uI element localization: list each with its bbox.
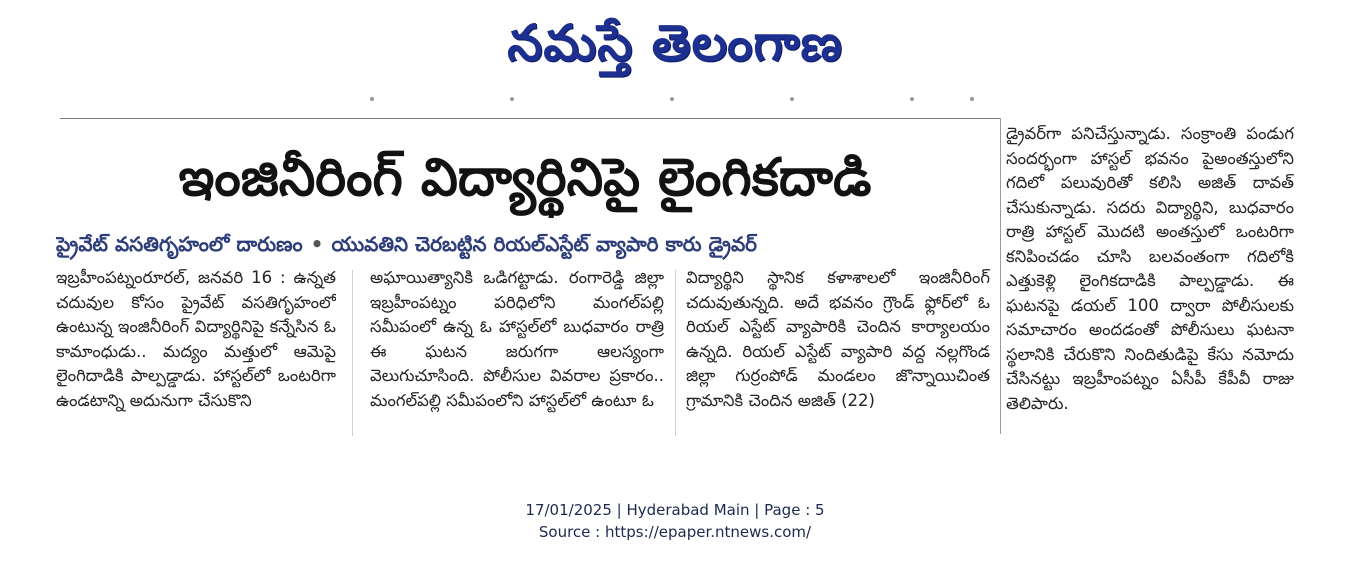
column-1-text: ఇబ్రహీంపట్నంరూరల్, జనవరి 16 : ఉన్నత చదువుల కోసం ప్రైవేట్ వసతిగృహంలో ఉంటున్న ఇంజినీరింగ్ విద్యార్థినిపై కన్నేసిన ఓ కామాంధుడు.. మద్యం మత్తులో ఆమెపై లైంగిదాడికి పాల్పడ్డాడు. హాస్టల్‌లో ఒంటరిగా ఉండటాన్ని అదునుగా చేసుకొని	[56, 268, 336, 410]
column-separator	[675, 270, 676, 436]
column-separator	[352, 270, 353, 436]
article-headline: ఇంజినీరింగ్ విద్యార్థినిపై లైంగికదాడి	[178, 148, 872, 208]
footer-source-link[interactable]: Source : https://epaper.ntnews.com/	[538, 523, 812, 541]
article-column-4	[1006, 122, 1294, 438]
column-2-text: అఘాయిత్యానికి ఒడిగట్టాడు. రంగారెడ్డి జిల్లా ఇబ్రహీంపట్నం పరిధిలోని మంగల్‌పల్లి సమీపంలో ఉన్న ఓ హాస్టల్‌లో బుధవారం రాత్రి ఈ ఘటన జరుగగా ఆలస్యంగా వెలుగుచూసింది. పోలీసుల వివరాల ప్రకారం.. మంగల్‌పల్లి సమీపంలోని హాస్టల్‌లో ఉంటూ ఓ	[370, 268, 664, 410]
masthead-ornament	[370, 97, 1010, 103]
column-3-text: విద్యార్థిని స్థానిక కళాశాలలో ఇంజినీరింగ్ చదువుతున్నది. అదే భవనం గ్రౌండ్ ఫ్లోర్‌లో ఓ రియల్ ఎస్టేట్ వ్యాపారికి చెందిన కార్యాలయం ఉన్నది. రియల్ ఎస్టేట్ వ్యాపారి వద్ద నల్లగొండ జిల్లా గుర్రంపోడ్ మండలం జొన్నాయిచింత గ్రామానికి చెందిన అజిత్ (22)	[686, 268, 990, 410]
article-column-1	[56, 266, 336, 446]
article-column-3	[686, 266, 990, 446]
article-subhead	[56, 228, 996, 260]
masthead-title: నమస్తే తెలంగాణ	[507, 14, 843, 72]
subhead-separator: •	[310, 232, 324, 256]
subhead-left: ప్రైవేట్ వసతిగృహంలో దారుణం	[56, 232, 303, 256]
footer-edition-info: 17/01/2025 | Hyderabad Main | Page : 5	[525, 501, 825, 519]
article-column-2	[370, 266, 664, 446]
top-divider	[60, 118, 1000, 119]
masthead-logo	[470, 4, 880, 82]
column-divider	[1000, 118, 1001, 434]
subhead-right: యువతిని చెరబట్టిన రియల్ఎస్టేట్ వ్యాపారి కారు డ్రైవర్	[331, 232, 758, 256]
column-4-text: డ్రైవర్‌గా పనిచేస్తున్నాడు. సంక్రాంతి పండుగ సందర్భంగా హాస్టల్ భవనం పైఅంతస్తులోని గదిలో పలువురితో కలిసి అజిత్ దావత్ చేసుకున్నాడు. సదరు విద్యార్థిని, బుధవారం రాత్రి హాస్టల్ మొదటి అంతస్తులో ఒంటరిగా కనిపించడం చూసి బలవంతంగా గదిలోకి ఎత్తుకెళ్లి లైంగికదాడికి పాల్పడ్డాడు. ఈ ఘటనపై డయల్ 100 ద్వారా పోలీసులకు సమాచారం అందడంతో పోలీసులు ఘటనా స్థలానికి చేరుకొని నిందితుడిపై కేసు నమోదు చేసినట్టు ఇబ్రహీంపట్నం ఏసీపీ కేపీవీ రాజు తెలిపారు.	[1006, 124, 1294, 413]
